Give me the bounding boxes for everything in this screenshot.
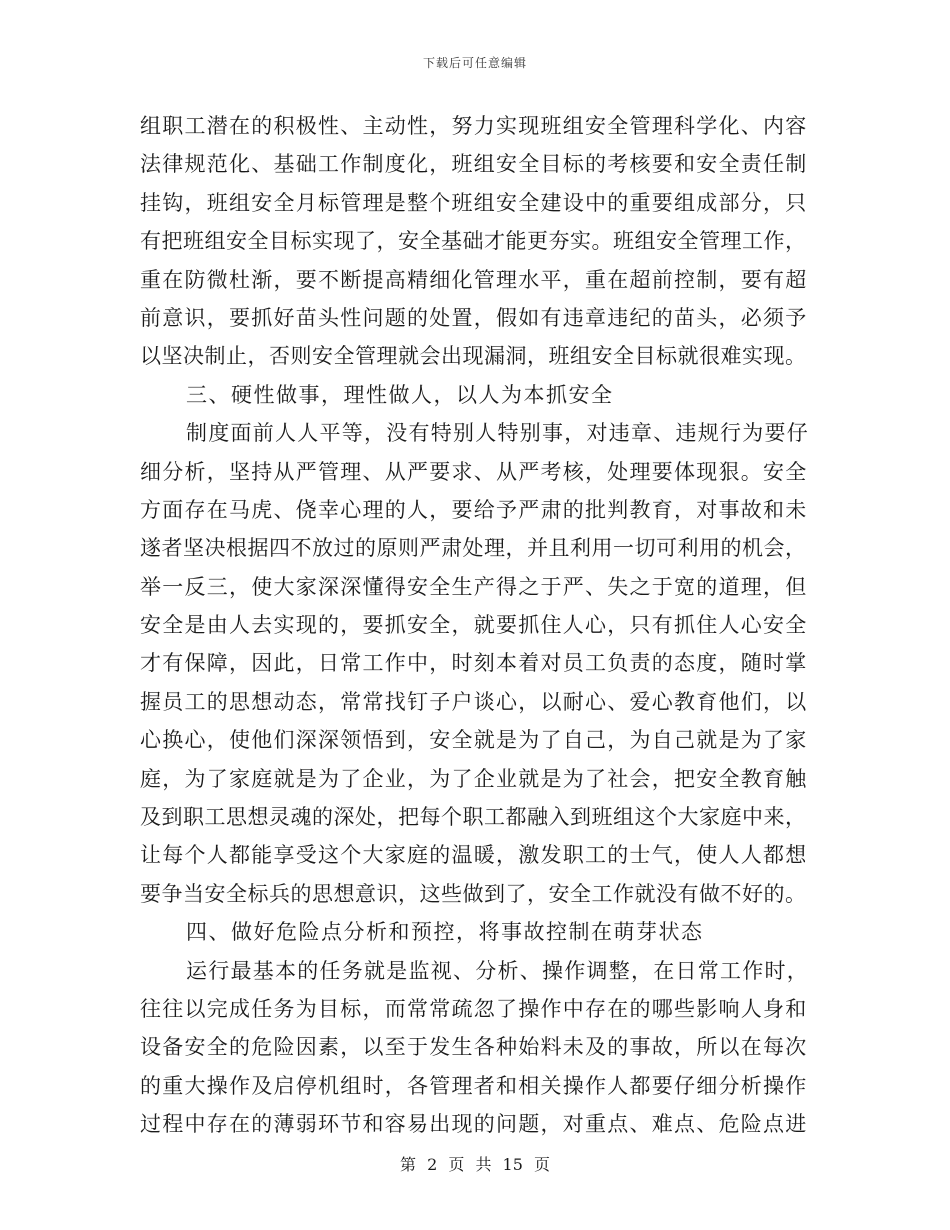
- text-line: 心换心，使他们深深领悟到，安全就是为了自己，为自己就是为了家: [140, 728, 808, 753]
- text-line: 过程中存在的薄弱环节和容易出现的问题，对重点、难点、危险点进: [140, 1112, 808, 1137]
- text-line: 庭，为了家庭就是为了企业，为了企业就是为了社会，把安全教育触: [140, 766, 808, 791]
- body-text: [140, 107, 812, 1144]
- text-line: 往往以完成任务为目标，而常常疏忽了操作中存在的哪些影响人身和: [140, 996, 808, 1021]
- text-line: 组职工潜在的积极性、主动性，努力实现班组安全管理科学化、内容: [140, 114, 808, 138]
- page-header: 下载后可任意编辑: [422, 56, 527, 70]
- text-line: 前意识，要抓好苗头性问题的处置，假如有违章违纪的苗头，必须予: [140, 305, 808, 330]
- text-line: 重在防微杜渐，要不断提高精细化管理水平，重在超前控制，要有超: [140, 267, 808, 292]
- paragraph-start-line: 制度面前人人平等，没有特别人特别事，对违章、违规行为要仔: [186, 421, 809, 446]
- text-line: 安全是由人去实现的，要抓安全，就要抓住人心，只有抓住人心安全: [140, 613, 808, 638]
- text-line: 法律规范化、基础工作制度化，班组安全目标的考核要和安全责任制: [140, 152, 808, 177]
- text-line: 及到职工思想灵魂的深处，把每个职工都融入到班组这个大家庭中来，: [140, 805, 807, 830]
- page-footer: 第 2 页 共 15 页: [400, 1155, 550, 1174]
- text-line: 才有保障，因此，日常工作中，时刻本着对员工负责的态度，随时掌: [140, 651, 808, 676]
- text-line: 遂者坚决根据四不放过的原则严肃处理，并且利用一切可利用的机会，: [140, 536, 807, 561]
- paragraph-start-line: 三、硬性做事，理性做人，以人为本抓安全: [186, 382, 614, 407]
- paragraph-start-line: 运行最基本的任务就是监视、分析、操作调整，在日常工作时，: [186, 958, 809, 983]
- text-line: 的重大操作及启停机组时，各管理者和相关操作人都要仔细分析操作: [140, 1073, 808, 1098]
- text-line: 有把班组安全目标实现了，安全基础才能更夯实。班组安全管理工作，: [140, 229, 807, 254]
- text-line: 设备安全的危险因素，以至于发生各种始料未及的事故，所以在每次: [140, 1035, 808, 1060]
- text-line: 挂钩，班组安全月标管理是整个班组安全建设中的重要组成部分，只: [140, 190, 808, 215]
- text-line: 方面存在马虎、侥幸心理的人，要给予严肃的批判教育，对事故和未: [140, 497, 808, 522]
- paragraph-start-line: 四、做好危险点分析和预控，将事故控制在萌芽状态: [186, 920, 704, 945]
- text-line: 细分析，坚持从严管理、从严要求、从严考核，处理要体现狠。安全: [140, 459, 808, 484]
- text-line: 让每个人都能享受这个大家庭的温暖，激发职工的士气，使人人都想: [140, 843, 808, 868]
- text-line: 举一反三，使大家深深懂得安全生产得之于严、失之于宽的道理，但: [140, 574, 808, 599]
- text-line: 以坚决制止，否则安全管理就会出现漏洞，班组安全目标就很难实现。: [140, 344, 807, 369]
- text-line: 要争当安全标兵的思想意识，这些做到了，安全工作就没有做不好的。: [140, 881, 807, 906]
- text-line: 握员工的思想动态，常常找钉子户谈心，以耐心、爱心教育他们，以: [140, 689, 808, 714]
